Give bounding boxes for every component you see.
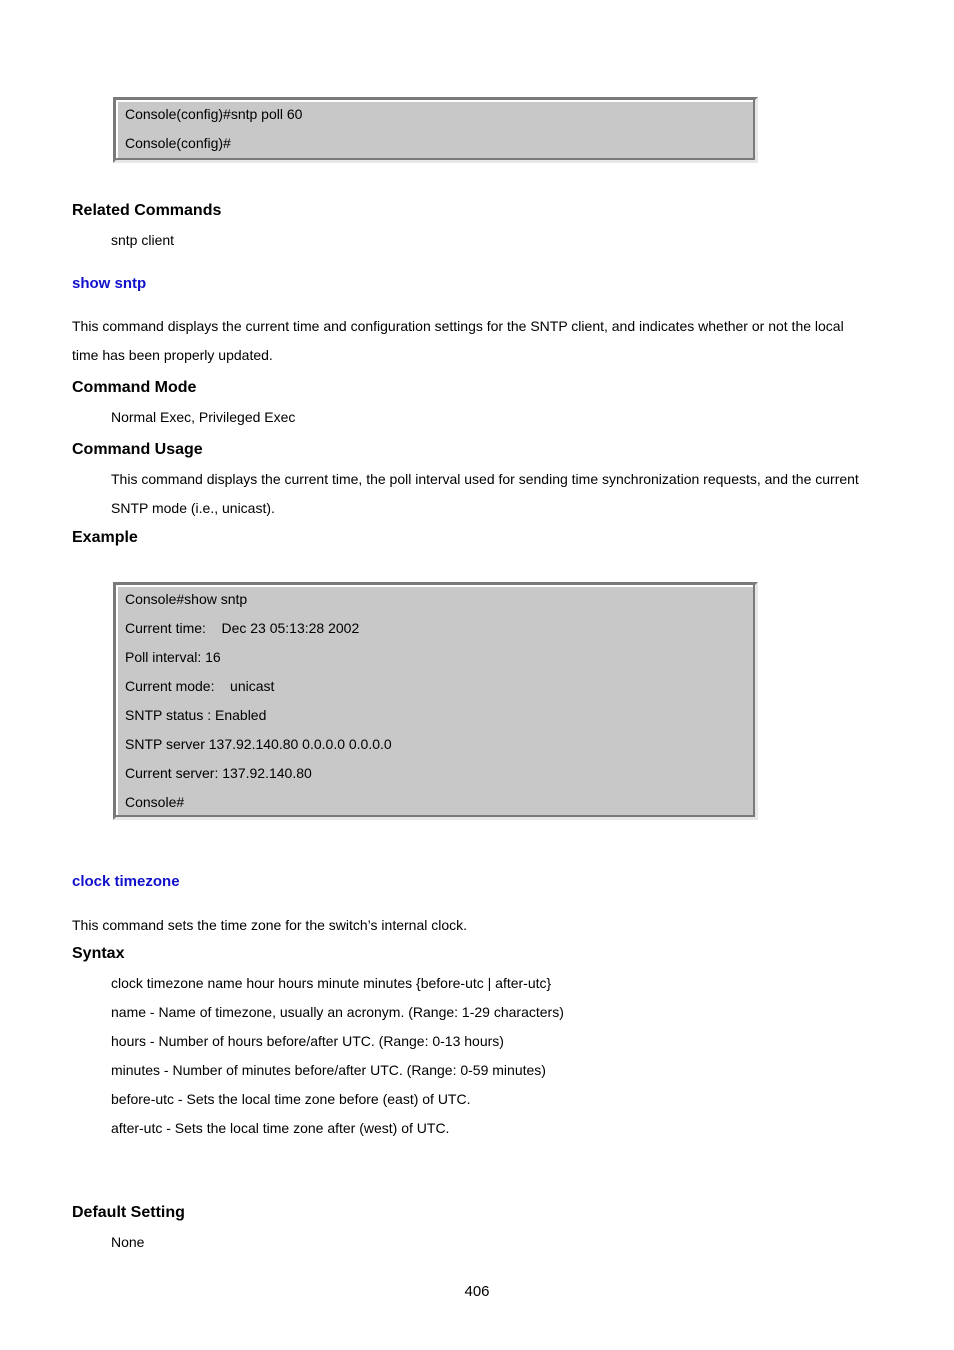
console-line: Console(config)# — [125, 135, 231, 151]
command-usage-line-2: SNTP mode (i.e., unicast). — [111, 500, 275, 516]
console-line: Current server: 137.92.140.80 — [125, 765, 312, 781]
clock-timezone-title: clock timezone — [72, 873, 180, 890]
example-heading: Example — [72, 529, 138, 546]
console-line: SNTP status : Enabled — [125, 707, 267, 723]
syntax-line: name - Name of timezone, usually an acronym. (Range: 1-29 characters) — [111, 1004, 564, 1020]
clock-timezone-desc: This command sets the time zone for the switch’s internal clock. — [72, 917, 468, 933]
console-line: Console#show sntp — [125, 591, 248, 607]
command-mode-text: Normal Exec, Privileged Exec — [111, 409, 296, 425]
syntax-line: before-utc - Sets the local time zone before (east) of UTC. — [111, 1091, 471, 1107]
console-line: Current time: Dec 23 05:13:28 2002 — [125, 620, 360, 636]
console-line: Console(config)#sntp poll 60 — [125, 106, 303, 122]
syntax-line: hours - Number of hours before/after UTC. (Range: 0-13 hours) — [111, 1033, 504, 1049]
command-usage-line-1: This command displays the current time, the poll interval used for sending time synchronization requests, and the current — [111, 471, 859, 487]
show-sntp-title: show sntp — [72, 275, 147, 292]
show-sntp-desc-line-2: time has been properly updated. — [72, 347, 273, 363]
console-example-sntp-poll — [113, 97, 758, 163]
default-setting-text: None — [111, 1234, 145, 1250]
show-sntp-desc-line-1: This command displays the current time and configuration settings for the SNTP client, and indicates whether or not the local — [72, 318, 844, 334]
syntax-list — [111, 969, 564, 1143]
command-mode-heading: Command Mode — [72, 379, 197, 396]
syntax-line: clock timezone name hour hours minute minutes {before-utc | after-utc} — [111, 975, 552, 991]
console-line: SNTP server 137.92.140.80 0.0.0.0 0.0.0.0 — [125, 736, 392, 752]
syntax-line: after-utc - Sets the local time zone after (west) of UTC. — [111, 1120, 450, 1136]
console-example-show-sntp — [113, 582, 758, 820]
console-line: Current mode: unicast — [125, 678, 275, 694]
syntax-line: minutes - Number of minutes before/after UTC. (Range: 0-59 minutes) — [111, 1062, 546, 1078]
page-number: 406 — [464, 1283, 490, 1300]
console-line: Console# — [125, 794, 185, 810]
command-usage-heading: Command Usage — [72, 441, 203, 458]
related-commands-text: sntp client — [111, 232, 175, 248]
default-setting-heading: Default Setting — [72, 1204, 185, 1221]
related-commands-heading: Related Commands — [72, 202, 222, 219]
syntax-heading: Syntax — [72, 945, 125, 962]
console-line: Poll interval: 16 — [125, 649, 221, 665]
